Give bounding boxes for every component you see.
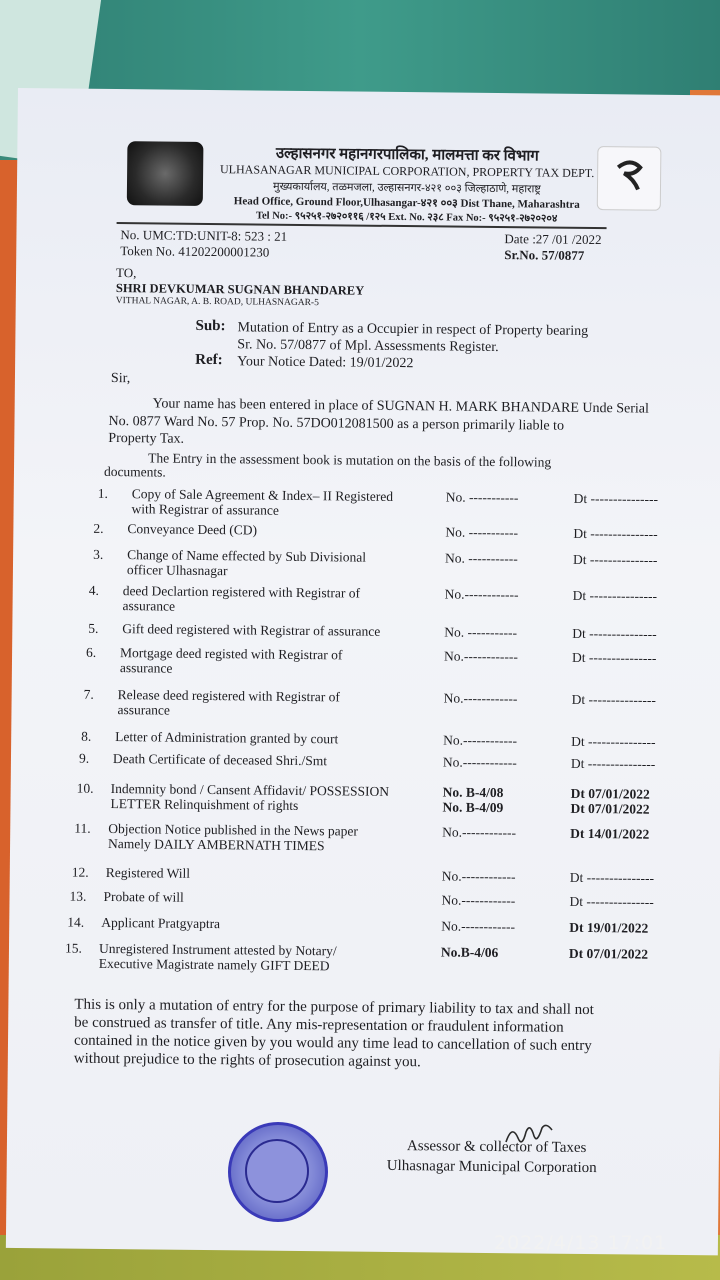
document-number: 6. [86,644,97,660]
document-name-line-2: LETTER Relinquishment of rights [110,796,299,813]
body-para1-line1: Your name has been entered in place of SUGNAN H. MARK BHANDARE Unde Serial [152,396,650,417]
document-name-line-2: Namely DAILY AMBERNATH TIMES [108,835,325,854]
document-name-line-2: with Registrar of assurance [131,501,279,518]
document-name-line-1: Release deed registered with Registrar of [117,687,341,705]
signature-organization: Ulhasnagar Municipal Corporation [386,1157,597,1177]
document-date: Dt --------------- [573,490,659,507]
document-number: 14. [67,914,85,930]
footer-line-4: without prejudice to the rights of prosecution against you. [73,1050,421,1071]
document-ref-number: No. ----------- [445,550,518,567]
corporation-emblem-icon [127,141,204,206]
document-name-line-1: Unregistered Instrument attested by Notary/ [98,940,337,959]
recipient-name: SHRI DEVKUMAR SUGNAN BHANDAREY [115,281,365,298]
document-name-line-2: assurance [119,660,173,676]
footer-line-2: be construed as transfer of title. Any mis-representation or fraudulent information [74,1014,564,1036]
document-date: Dt 19/01/2022 [569,919,649,936]
letter-date: Date :27 /01 /2022 [504,231,602,248]
document-date: Dt --------------- [570,755,656,772]
header-title-devanagari: उल्हासनगर महानगरपालिका, मालमत्ता कर विभाग [275,145,539,165]
document-number: 7. [83,686,94,702]
document-ref-number: No.------------ [441,892,516,909]
footer-line-3: contained in the notice given by you would any time lead to cancellation of such entry [73,1032,592,1055]
document-date: Dt --------------- [573,551,658,568]
footer-line-1: This is only a mutation of entry for the purpose of primary liability to tax and shall not [74,996,594,1019]
document-name-line-1: Applicant Pratgyaptra [101,914,221,932]
document-name-line-1: Gift deed registered with Registrar of assurance [122,621,381,639]
body-para2-line2: documents. [103,463,166,480]
document-number: 9. [78,750,90,766]
document-ref-number: No.------------ [443,648,518,665]
handwritten-signature [504,1120,554,1150]
office-seal-stamp [228,1122,328,1222]
document-number: 12. [71,864,89,880]
document-name-line-1: Letter of Administration granted by court [115,729,339,747]
document-date: Dt --------------- [573,525,658,542]
document-date-2: Dt 07/01/2022 [570,800,650,817]
body-para2-line1: The Entry in the assessment book is mutation on the basis of the following [148,450,552,470]
header-head-office: Head Office, Ground Floor,Ulhasangar-४२१ ००३ Dist Thane, Maharashtra [233,195,580,211]
document-name-line-1: Registered Will [105,864,191,881]
document-number: 2. [93,520,104,536]
body-para1-line3: Property Tax. [108,430,185,447]
document-name-line-1: Objection Notice published in the News paper [108,820,359,839]
document-ref-number: No.------------ [444,586,519,603]
document-name-line-2: Executive Magistrate namely GIFT DEED [98,955,330,974]
ref-label: Ref: [195,351,223,369]
document-date: Dt --------------- [572,587,658,604]
photo-timestamp: 2022/4/13 17:01 [494,1232,668,1254]
document-name-line-1: Probate of will [103,888,184,905]
document-number: 13. [69,888,87,904]
document-number: 1. [97,485,108,501]
document-ref-number: No.------------ [443,732,518,749]
document-name-line-1: Death Certificate of deceased Shri./Smt [112,751,328,769]
token-number: Token No. 41202200001230 [120,243,270,260]
document-date: Dt --------------- [571,733,656,750]
document-ref-number: No. ----------- [445,524,519,541]
header-title-english: ULHASANAGAR MUNICIPAL CORPORATION, PROPERTY TAX DEPT. [219,162,595,181]
document-ref-number: No.------------ [443,690,518,707]
document-date: Dt 07/01/2022 [570,785,650,802]
document-date: Dt --------------- [572,625,657,642]
document-date: Dt 14/01/2022 [570,825,650,842]
document-number: 4. [88,582,99,598]
body-para1-line2: No. 0877 Ward No. 57 Prop. No. 57DO012081500 as a person primarily liable to [108,413,565,434]
document-ref-number: No. ----------- [444,624,518,641]
document-name-line-1: Indemnity bond / Cansent Affidavit/ POSSESSION [110,781,390,799]
document-name-line-1: Mortgage deed registed with Registrar of [120,645,343,663]
document-name-line-2: assurance [122,598,176,614]
document-name-line-1: Change of Name effected by Sub Divisional [127,547,367,565]
document-date: Dt --------------- [569,893,654,910]
document-name-line-1: Copy of Sale Agreement & Index– II Registered [131,486,394,504]
document-number: 8. [81,728,92,744]
letter-paper [6,88,720,1255]
document-date: Dt --------------- [569,869,655,886]
salutation: Sir, [110,370,131,387]
document-ref-number-2: No. B-4/09 [442,799,504,816]
document-ref-number: No.------------ [441,868,516,885]
signature-title: Assessor & collector of Taxes [406,1138,587,1157]
to-label: TO, [115,265,137,281]
recipient-address: VITHAL NAGAR, A. B. ROAD, ULHASNAGAR-5 [115,296,319,309]
document-number: 5. [88,620,99,636]
document-number: 15. [64,940,82,956]
document-number: 3. [93,546,104,562]
document-ref-number: No.------------ [442,824,517,841]
document-ref-number: No.------------ [442,754,517,771]
document-ref-number: No. ----------- [445,489,519,506]
document-name-line-1: Conveyance Deed (CD) [127,521,258,538]
document-number: 11. [74,820,91,836]
document-name-line-2: assurance [117,702,171,718]
document-ref-number: No.------------ [441,918,516,935]
reference-number: No. UMC:TD:UNIT-8: 523 : 21 [120,227,288,244]
document-date: Dt --------------- [571,691,657,708]
document-ref-number: No. B-4/08 [442,784,504,801]
header-address-devanagari: मुख्यकार्यालय, तळमजला, उल्हासनगर-४२१ ००३ जिल्हाठाणे, महाराष्ट्र [273,180,541,196]
document-ref-number: No.B-4/06 [440,944,499,961]
subject-line-1: Mutation of Entry as a Occupier in respect of Property bearing [237,320,589,339]
document-date: Dt 07/01/2022 [568,945,649,962]
document-number: 10. [76,780,94,796]
subject-label: Sub: [195,317,226,335]
document-name-line-1: deed Declartion registered with Registrar of [122,583,361,601]
ref-text: Your Notice Dated: 19/01/2022 [237,354,414,372]
document-name-line-2: officer Ulhasnagar [126,562,228,579]
serial-number: Sr.No. 57/0877 [504,247,585,263]
document-date: Dt --------------- [571,649,657,666]
subject-line-2: Sr. No. 57/0877 of Mpl. Assessments Register. [237,337,499,356]
header-tel: Tel No:- ९५२५१-२७२०११६ /१२५ Ext. No. २३८ Fax No:- ९५२५१-२७२०२०४ [255,210,558,225]
